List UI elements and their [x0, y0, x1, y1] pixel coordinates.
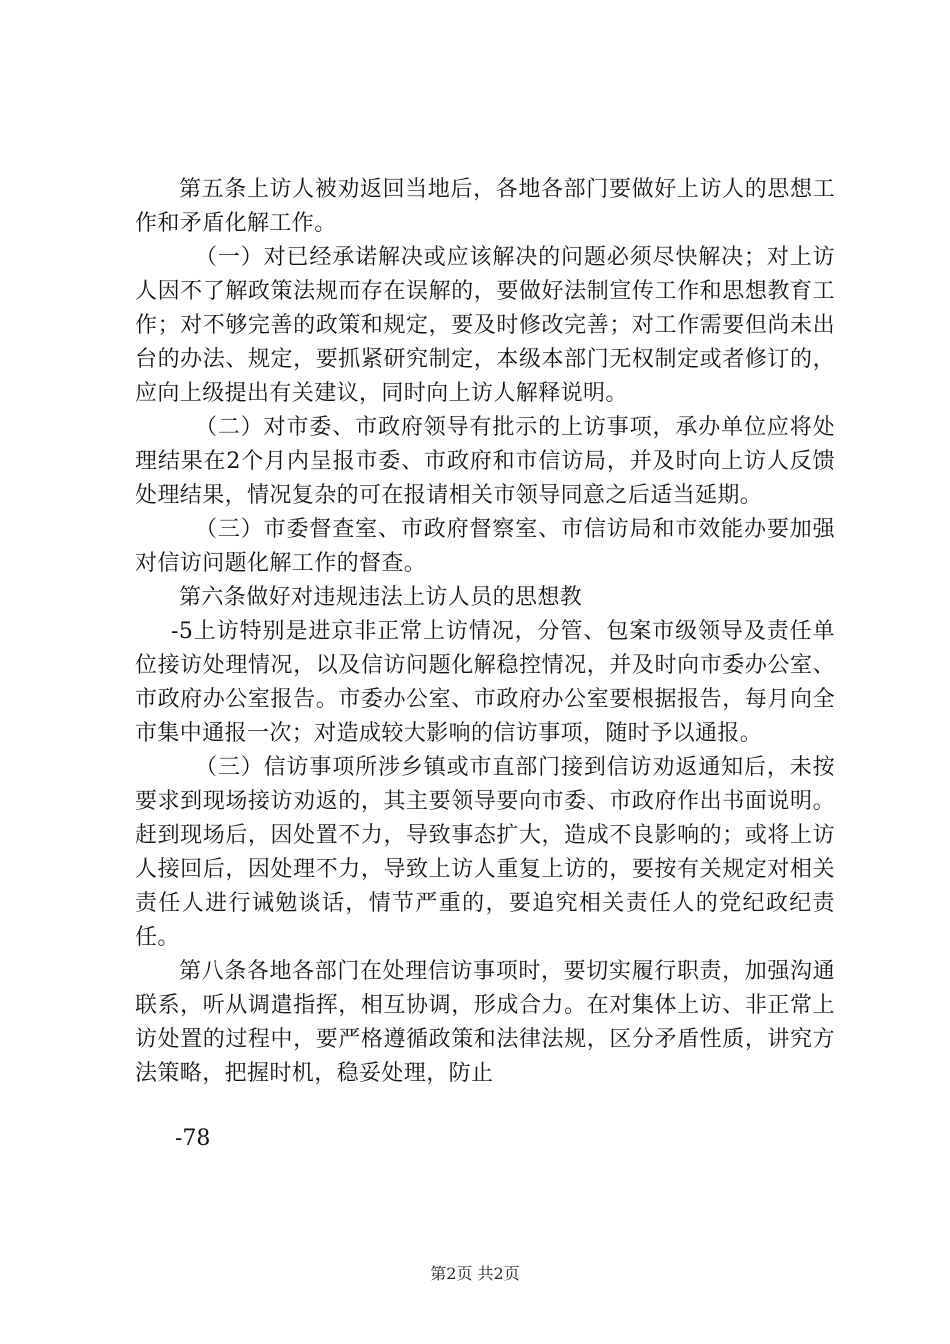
paragraph-article-8: 第八条各地各部门在处理信访事项时，要切实履行职责，加强沟通联系，听从调遣指挥，相互协调，形成合力。在对集体上访、非正常上访处置的过程中，要严格遵循政策和法律法规，区分矛盾性质，讲究方法策略，把握时机，稳妥处理，防止 — [135, 959, 835, 1086]
paragraph-item-1: （一）对已经承诺解决或应该解决的问题必须尽快解决；对上访人因不了解政策法规而存在误解的，要做好法制宣传工作和思想教育工作；对不够完善的政策和规定，要及时修改完善；对工作需要但尚未出台的办法、规定，要抓紧研究制定，本级本部门无权制定或者修订的，应向上级提出有关建议，同时向上访人解释说明。 — [135, 245, 835, 406]
paragraph-item-3b: （三）信访事项所涉乡镇或市直部门接到信访劝返通知后，未按要求到现场接访劝返的，其主要领导要向市委、市政府作出书面说明。赶到现场后，因处置不力，导致事态扩大，造成不良影响的；或将上访人接回后，因处理不力，导致上访人重复上访的，要按有关规定对相关责任人进行诫勉谈话，情节严重的，要追究相关责任人的党纪政纪责任。 — [135, 755, 835, 950]
paragraph-article-5: 第五条上访人被劝返回当地后，各地各部门要做好上访人的思想工作和矛盾化解工作。 — [135, 177, 835, 236]
paragraph-article-6: 第六条做好对违规违法上访人员的思想教 — [179, 585, 583, 610]
document-body — [135, 173, 835, 1091]
page-code: -78 — [175, 1126, 211, 1151]
page-footer: 第2页 共2页 — [430, 1264, 520, 1283]
paragraph-item-2: （二）对市委、市政府领导有批示的上访事项，承办单位应将处理结果在2个月内呈报市委、市政府和市信访局，并及时向上访人反馈处理结果，情况复杂的可在报请相关市领导同意之后适当延期。 — [135, 415, 835, 508]
paragraph-continuation: -5上访特别是进京非正常上访情况，分管、包案市级领导及责任单位接访处理情况，以及信访问题化解稳控情况，并及时向市委办公室、市政府办公室报告。市委办公室、市政府办公室要根据报告，每月向全市集中通报一次；对造成较大影响的信访事项，随时予以通报。 — [135, 619, 835, 746]
paragraph-item-3: （三）市委督查室、市政府督察室、市信访局和市效能办要加强对信访问题化解工作的督查。 — [135, 517, 835, 576]
